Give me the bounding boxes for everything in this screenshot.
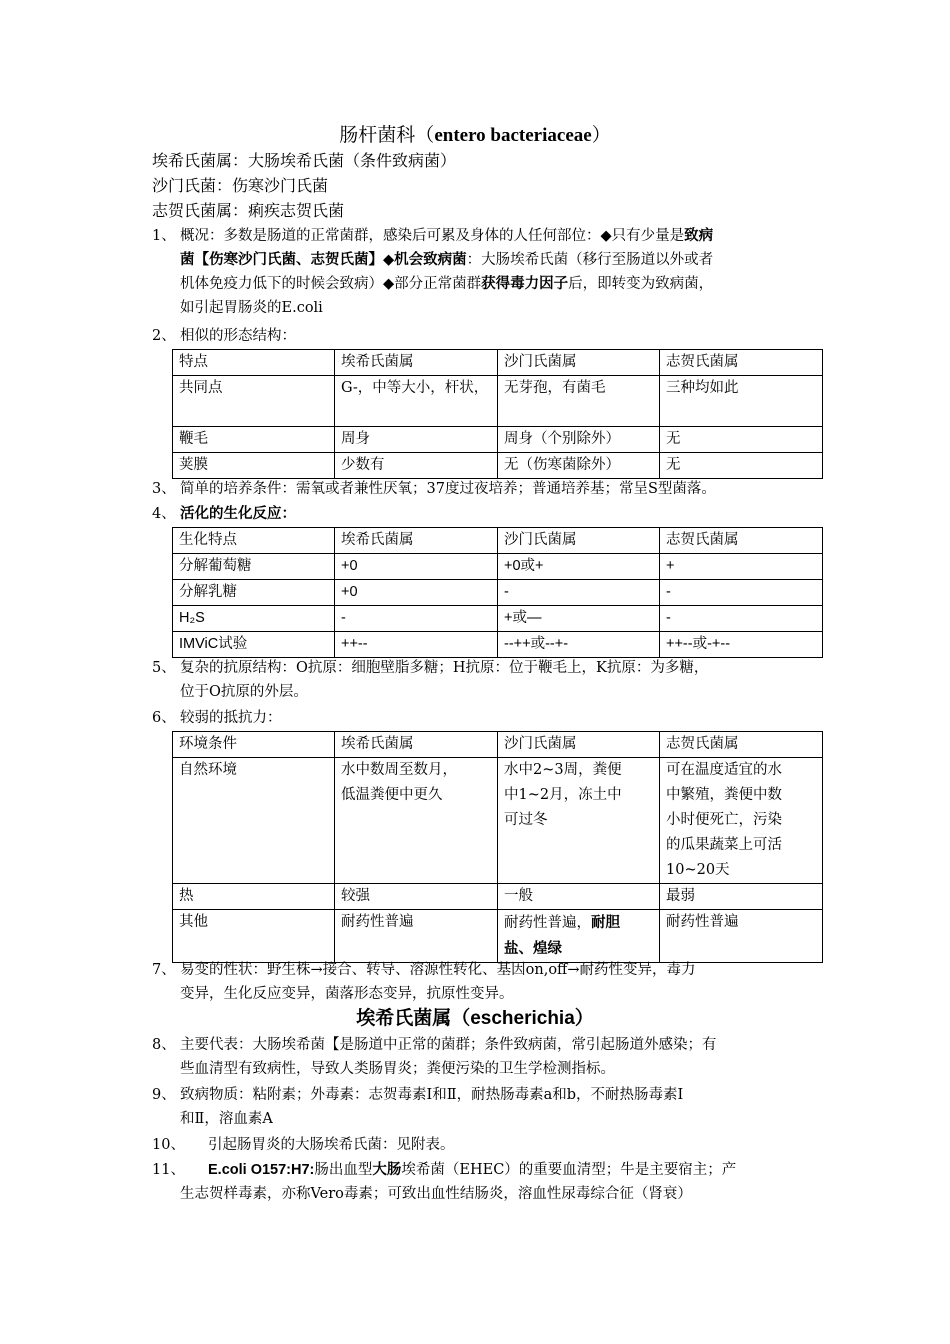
item-bold-text: 大肠 <box>372 1161 402 1178</box>
list-item-10 <box>152 1133 802 1157</box>
title-cn: 肠杆菌科（ <box>339 124 435 146</box>
cell-line: 的瓜果蔬菜上可活 <box>666 837 782 853</box>
table-row <box>173 884 823 910</box>
cell-line: 中繁殖，粪便中数 <box>666 787 782 803</box>
item-text: 变异，生化反应变异，菌落形态变异，抗原性变异。 <box>180 986 514 1002</box>
item-text: ：大肠埃希氏菌（移行至肠道以外或者 <box>466 252 714 268</box>
item-number: 2、 <box>152 328 176 344</box>
genus-line: 志贺氏菌属：痢疾志贺氏菌 <box>152 201 345 220</box>
list-item-3 <box>152 477 802 501</box>
table-cell: 分解乳糖 <box>173 580 335 606</box>
item-number: 7、 <box>152 962 176 978</box>
item-number: 3、 <box>152 481 176 497</box>
table-cell <box>498 910 660 963</box>
table-cell: 一般 <box>498 884 660 910</box>
table-cell: --++或--+- <box>498 632 660 658</box>
heading-close: ） <box>574 1007 594 1029</box>
table-row <box>173 453 823 479</box>
table-cell: 无 <box>660 453 823 479</box>
table-cell: 鞭毛 <box>173 427 335 453</box>
biochem-table <box>172 527 823 658</box>
table-header-row <box>173 350 823 376</box>
table-cell: 耐药性普遍 <box>660 910 823 963</box>
table-cell: ++-- <box>335 632 498 658</box>
cell-bold-text: 耐胆 <box>591 914 620 931</box>
item-text: 较弱的抵抗力： <box>180 710 282 726</box>
section-heading <box>0 1004 950 1033</box>
table-cell: 无 <box>660 427 823 453</box>
list-item-6 <box>152 706 802 730</box>
table-cell: 分解葡萄糖 <box>173 554 335 580</box>
table-cell: ++--或-+-- <box>660 632 823 658</box>
list-item-7 <box>152 958 802 1006</box>
table-header-cell: 志贺氏菌属 <box>660 350 823 376</box>
table-header-row <box>173 528 823 554</box>
table-cell: G-，中等大小，杆状， <box>335 376 498 427</box>
table-header-cell: 沙门氏菌属 <box>498 732 660 758</box>
table-cell: 共同点 <box>173 376 335 427</box>
item-text: 如引起胃肠炎的E.coli <box>180 300 323 316</box>
list-item-11 <box>152 1158 802 1206</box>
item-number: 11、 <box>152 1162 185 1178</box>
table-cell: +0或+ <box>498 554 660 580</box>
table-cell: 较强 <box>335 884 498 910</box>
table-row <box>173 606 823 632</box>
list-item-8 <box>152 1033 802 1081</box>
table-row <box>173 376 823 427</box>
table-header-cell: 志贺氏菌属 <box>660 732 823 758</box>
table-cell: H₂S <box>173 606 335 632</box>
table-cell: 三种均如此 <box>660 376 823 427</box>
item-text: 和Ⅱ，溶血素A <box>180 1111 273 1127</box>
table-cell: 周身（个别除外） <box>498 427 660 453</box>
resistance-table <box>172 731 823 963</box>
item-number: 6、 <box>152 710 176 726</box>
table-header-cell: 埃希氏菌属 <box>335 350 498 376</box>
item-number: 9、 <box>152 1087 176 1103</box>
item-number: 1、 <box>152 228 176 244</box>
list-item-5 <box>152 656 802 704</box>
table-row <box>173 427 823 453</box>
item-text: 引起肠胃炎的大肠埃希氏菌：见附表。 <box>208 1137 455 1153</box>
table-cell: 热 <box>173 884 335 910</box>
table-cell: 无（伤寒菌除外） <box>498 453 660 479</box>
item-text: 生志贺样毒素，亦称Vero毒素；可致出血性结肠炎，溶血性尿毒综合征（肾衰） <box>180 1186 692 1202</box>
table-header-cell: 生化特点 <box>173 528 335 554</box>
table-cell: + <box>660 554 823 580</box>
title-en: entero bacteriaceae <box>434 125 592 146</box>
table-row <box>173 758 823 884</box>
page-title <box>0 122 950 149</box>
table-cell: 最弱 <box>660 884 823 910</box>
item-bold-text: 菌【伤寒沙门氏菌、志贺氏菌】◆机会致病菌 <box>180 251 467 268</box>
cell-text: 耐药性普遍， <box>504 915 591 931</box>
item-text: 肠出血型 <box>314 1162 373 1178</box>
table-cell: 荚膜 <box>173 453 335 479</box>
item-text: 埃希菌（EHEC）的重要血清型；牛是主要宿主；产 <box>401 1162 737 1178</box>
table-cell <box>660 758 823 884</box>
table-header-cell: 埃希氏菌属 <box>335 528 498 554</box>
table-cell: 少数有 <box>335 453 498 479</box>
table-cell: 无芽孢，有菌毛 <box>498 376 660 427</box>
cell-bold-text: 盐、煌绿 <box>504 940 562 957</box>
item-number: 5、 <box>152 660 176 676</box>
table-header-cell: 志贺氏菌属 <box>660 528 823 554</box>
item-number: 10、 <box>152 1137 185 1153</box>
item-text: 致病物质：粘附素；外毒素：志贺毒素Ⅰ和Ⅱ，耐热肠毒素a和b，不耐热肠毒素Ⅰ <box>180 1087 684 1103</box>
table-header-cell: 埃希氏菌属 <box>335 732 498 758</box>
item-text: 主要代表：大肠埃希菌【是肠道中正常的菌群；条件致病菌，常引起肠道外感染；有 <box>180 1037 717 1053</box>
table-header-cell: 特点 <box>173 350 335 376</box>
table-cell: 周身 <box>335 427 498 453</box>
morphology-table <box>172 349 823 479</box>
table-row <box>173 910 823 963</box>
cell-line: 可过冬 <box>504 812 548 828</box>
item-text: 易变的性状：野生株→接合、转导、溶源性转化、基因on,off→耐药性变异，毒力 <box>180 962 696 978</box>
table-cell: +0 <box>335 580 498 606</box>
table-header-cell: 沙门氏菌属 <box>498 528 660 554</box>
table-cell: - <box>335 606 498 632</box>
table-row <box>173 554 823 580</box>
table-cell: +0 <box>335 554 498 580</box>
cell-line: 小时便死亡，污染 <box>666 812 782 828</box>
item-text: 概况：多数是肠道的正常菌群，感染后可累及身体的人任何部位：◆只有少量是 <box>180 228 685 244</box>
item-text: 相似的形态结构： <box>180 328 296 344</box>
item-bold-text: 活化的生化反应： <box>180 505 296 522</box>
genus-line: 埃希氏菌属：大肠埃希氏菌（条件致病菌） <box>152 151 457 170</box>
table-cell <box>335 758 498 884</box>
cell-line: 水中数周至数月， <box>341 762 457 778</box>
cell-line: 水中2~3周，粪便 <box>504 762 622 778</box>
item-bold-text: E.coli O157:H7: <box>208 1162 315 1178</box>
table-header-row <box>173 732 823 758</box>
cell-line: 可在温度适宜的水 <box>666 762 782 778</box>
item-text: 后，即转变为致病菌， <box>568 276 714 292</box>
item-text: 位于O抗原的外层。 <box>180 684 308 700</box>
item-text: 机体免疫力低下的时候会致病）◆部分正常菌群 <box>180 276 482 292</box>
table-cell: - <box>498 580 660 606</box>
table-cell: 耐药性普遍 <box>335 910 498 963</box>
item-text: 简单的培养条件：需氧或者兼性厌氧；37度过夜培养；普通培养基；常呈S型菌落。 <box>180 481 716 497</box>
item-text: 些血清型有致病性，导致人类肠胃炎；粪便污染的卫生学检测指标。 <box>180 1061 615 1077</box>
table-cell: +或— <box>498 606 660 632</box>
table-cell: 自然环境 <box>173 758 335 884</box>
table-row <box>173 580 823 606</box>
heading-cn: 埃希氏菌属（ <box>356 1007 471 1029</box>
table-cell: IMViC试验 <box>173 632 335 658</box>
list-item-1 <box>152 224 802 320</box>
item-number: 4、 <box>152 506 176 522</box>
list-item-4 <box>152 502 802 526</box>
item-number: 8、 <box>152 1037 176 1053</box>
title-close: ） <box>591 124 611 146</box>
table-row <box>173 632 823 658</box>
table-cell: - <box>660 606 823 632</box>
table-cell: - <box>660 580 823 606</box>
heading-en: escherichia <box>470 1008 575 1029</box>
list-item-9 <box>152 1083 802 1131</box>
item-bold-text: 获得毒力因子 <box>481 275 569 292</box>
list-item-2 <box>152 324 802 348</box>
item-text: 复杂的抗原结构：O抗原：细胞壁脂多糖；H抗原：位于鞭毛上，K抗原：为多糖， <box>180 660 709 676</box>
table-header-cell: 沙门氏菌属 <box>498 350 660 376</box>
table-cell <box>498 758 660 884</box>
table-header-cell: 环境条件 <box>173 732 335 758</box>
cell-line: 中1~2月，冻土中 <box>504 787 622 803</box>
genus-line: 沙门氏菌：伤寒沙门氏菌 <box>152 176 329 195</box>
item-bold-text: 致病 <box>684 227 714 244</box>
cell-line: 10~20天 <box>666 862 730 878</box>
table-cell: 其他 <box>173 910 335 963</box>
cell-line: 低温粪便中更久 <box>341 787 443 803</box>
